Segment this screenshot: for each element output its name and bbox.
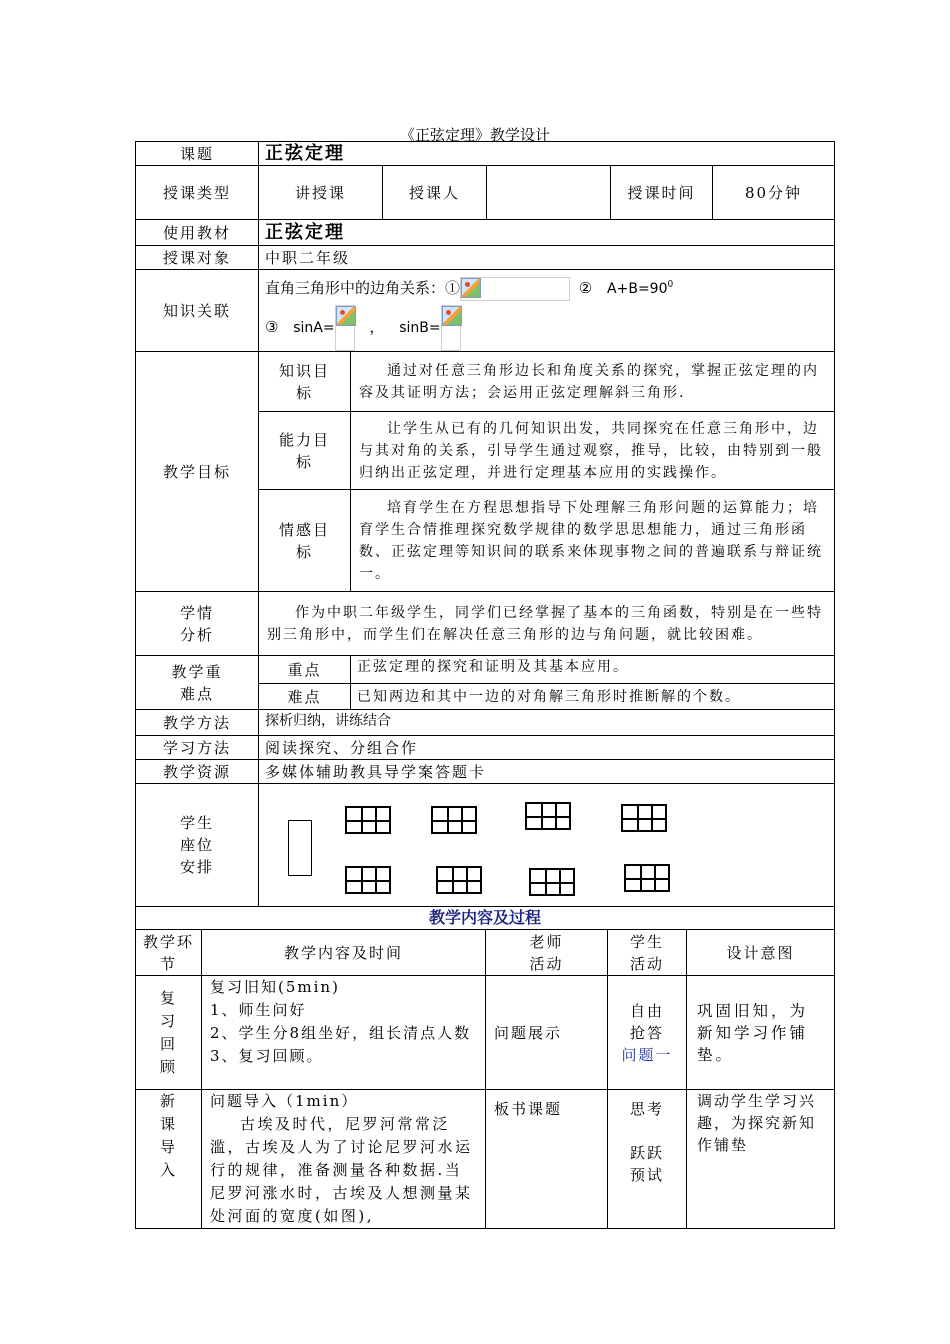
intro-student-activity — [608, 1090, 687, 1229]
intro-student-line-3: 预试 — [629, 1166, 664, 1184]
review-design-intent: 巩固旧知，为新知学习作铺垫。 — [687, 976, 835, 1090]
intro-stage: 新课导入 — [136, 1090, 202, 1229]
teaching-resource-text: 多媒体辅助教具导学案答题卡 — [259, 760, 835, 784]
knowledge-goal-text: 通过对任意三角形边长和角度关系的探究，掌握正弦定理的内容及其证明方法；会运用正弦定理解斜三角形. — [351, 352, 835, 412]
lesson-info-table — [135, 141, 835, 907]
knowledge-link-content — [259, 270, 835, 352]
topic-label: 课题 — [136, 142, 259, 166]
intro-content — [202, 1090, 486, 1229]
lesson-type-label: 授课类型 — [136, 166, 259, 220]
sina-formula: sinA= — [293, 320, 335, 336]
review-step-3: 3、复习回顾。 — [210, 1047, 324, 1065]
sinb-image-placeholder — [441, 305, 461, 351]
review-student-activity — [608, 976, 687, 1090]
image-icon — [442, 306, 462, 326]
image-icon — [461, 278, 481, 298]
review-step-2: 2、学生分8组坐好，组长清点人数 — [210, 1024, 472, 1042]
emotion-goal-text: 培育学生在方程思想指导下处理解三角形问题的运算能力；培育学生合情推理探究数学规律的数学思思想能力，通过三角形函数、正弦定理等知识间的联系来体现事物之间的普遍联系与辩证统一。 — [351, 490, 835, 592]
seat-group — [345, 806, 391, 834]
intro-text: 古埃及时代，尼罗河常常泛滥，古埃及人为了讨论尼罗河水运行的规律，准备测量各种数据.当尼罗河涨水时，古埃及人想测量某处河面的宽度(如图), — [210, 1115, 473, 1225]
formula-image-placeholder — [460, 277, 570, 301]
emotion-goal-label: 情感目标 — [259, 490, 351, 592]
seat-group — [345, 866, 391, 894]
sinb-formula: sinB= — [399, 320, 441, 336]
knowledge-line1-text: 直角三角形中的边角关系：① — [265, 279, 461, 297]
content-header: 教学内容及时间 — [202, 930, 486, 976]
teacher-label: 授课人 — [383, 166, 487, 220]
seat-group — [621, 804, 667, 832]
intro-teacher-activity: 板书课题 — [486, 1090, 608, 1229]
question-one-link[interactable]: 问题一 — [621, 1045, 673, 1064]
learning-method-text: 阅读探究、分组合作 — [259, 736, 835, 760]
audience-value: 中职二年级 — [259, 246, 835, 270]
teaching-method-label: 教学方法 — [136, 710, 259, 736]
knowledge-link-label: 知识关联 — [136, 270, 259, 352]
review-step-1: 1、师生问好 — [210, 1001, 307, 1019]
intro-student-line-2: 跃跃 — [629, 1144, 664, 1162]
seat-group — [525, 802, 571, 830]
review-content — [202, 976, 486, 1090]
seating-plan — [259, 784, 835, 907]
sina-image-placeholder — [335, 305, 355, 351]
focus-text: 正弦定理的探究和证明及其基本应用。 — [351, 656, 835, 684]
review-teacher-activity: 问题展示 — [486, 976, 608, 1090]
image-icon — [336, 306, 356, 326]
lesson-time-value: 80分钟 — [713, 166, 835, 220]
review-title: 复习旧知(5min) — [210, 978, 340, 996]
key-points-label: 教学重难点 — [136, 656, 259, 710]
teacher-podium — [288, 820, 312, 876]
topic-value: 正弦定理 — [259, 142, 835, 166]
textbook-label: 使用教材 — [136, 220, 259, 246]
lesson-type-value: 讲授课 — [259, 166, 383, 220]
seat-group — [436, 866, 482, 894]
student-analysis-text: 作为中职二年级学生，同学们已经掌握了基本的三角函数，特别是在一些特别三角形中，而学生们在解决任意三角形的边与角问题，就比较困难。 — [259, 592, 835, 656]
intro-student-line-1: 思考 — [629, 1100, 664, 1118]
audience-label: 授课对象 — [136, 246, 259, 270]
design-intent-header: 设计意图 — [687, 930, 835, 976]
review-stage: 复习回顾 — [136, 976, 202, 1090]
teacher-value — [487, 166, 611, 220]
student-activity-header: 学生活动 — [608, 930, 687, 976]
seat-group — [529, 868, 575, 896]
degree-superscript: 0 — [667, 280, 674, 290]
knowledge-item2: ② — [578, 279, 593, 297]
intro-title: 问题导入（1min） — [210, 1092, 359, 1110]
ability-goal-label: 能力目标 — [259, 412, 351, 490]
focus-label: 重点 — [259, 656, 351, 684]
angle-sum-formula: A+B=90 — [607, 281, 668, 297]
intro-design-intent: 调动学生学习兴趣，为探究新知作铺垫 — [687, 1090, 835, 1229]
teaching-method-text: 探析归纳，讲练结合 — [259, 710, 835, 736]
process-section-title: 教学内容及过程 — [136, 907, 835, 930]
student-analysis-label: 学情分析 — [136, 592, 259, 656]
seat-group — [431, 806, 477, 834]
review-student-line-1: 自由 — [629, 1001, 664, 1020]
textbook-value: 正弦定理 — [259, 220, 835, 246]
stage-header: 教学环节 — [136, 930, 202, 976]
lesson-time-label: 授课时间 — [611, 166, 713, 220]
ability-goal-text: 让学生从已有的几何知识出发，共同探究在任意三角形中，边与其对角的关系，引导学生通过观察，推导，比较，由特别到一般归纳出正弦定理，并进行定理基本应用的实践操作。 — [351, 412, 835, 490]
formula-comma: ， — [369, 318, 385, 336]
teacher-activity-header: 老师活动 — [486, 930, 608, 976]
knowledge-item3: ③ — [265, 318, 279, 336]
teaching-goals-label: 教学目标 — [136, 352, 259, 592]
knowledge-goal-label: 知识目标 — [259, 352, 351, 412]
teaching-resource-label: 教学资源 — [136, 760, 259, 784]
document-title: 《正弦定理》教学设计 — [399, 126, 550, 144]
teaching-process-table — [135, 906, 835, 1229]
review-student-line-2: 抢答 — [629, 1023, 664, 1042]
seating-label: 学生座位安排 — [136, 784, 259, 907]
lesson-plan-sheet — [135, 141, 834, 1229]
seat-group — [624, 864, 670, 892]
difficulty-label: 难点 — [259, 684, 351, 710]
difficulty-text: 已知两边和其中一边的对角解三角形时推断解的个数。 — [351, 684, 835, 710]
learning-method-label: 学习方法 — [136, 736, 259, 760]
